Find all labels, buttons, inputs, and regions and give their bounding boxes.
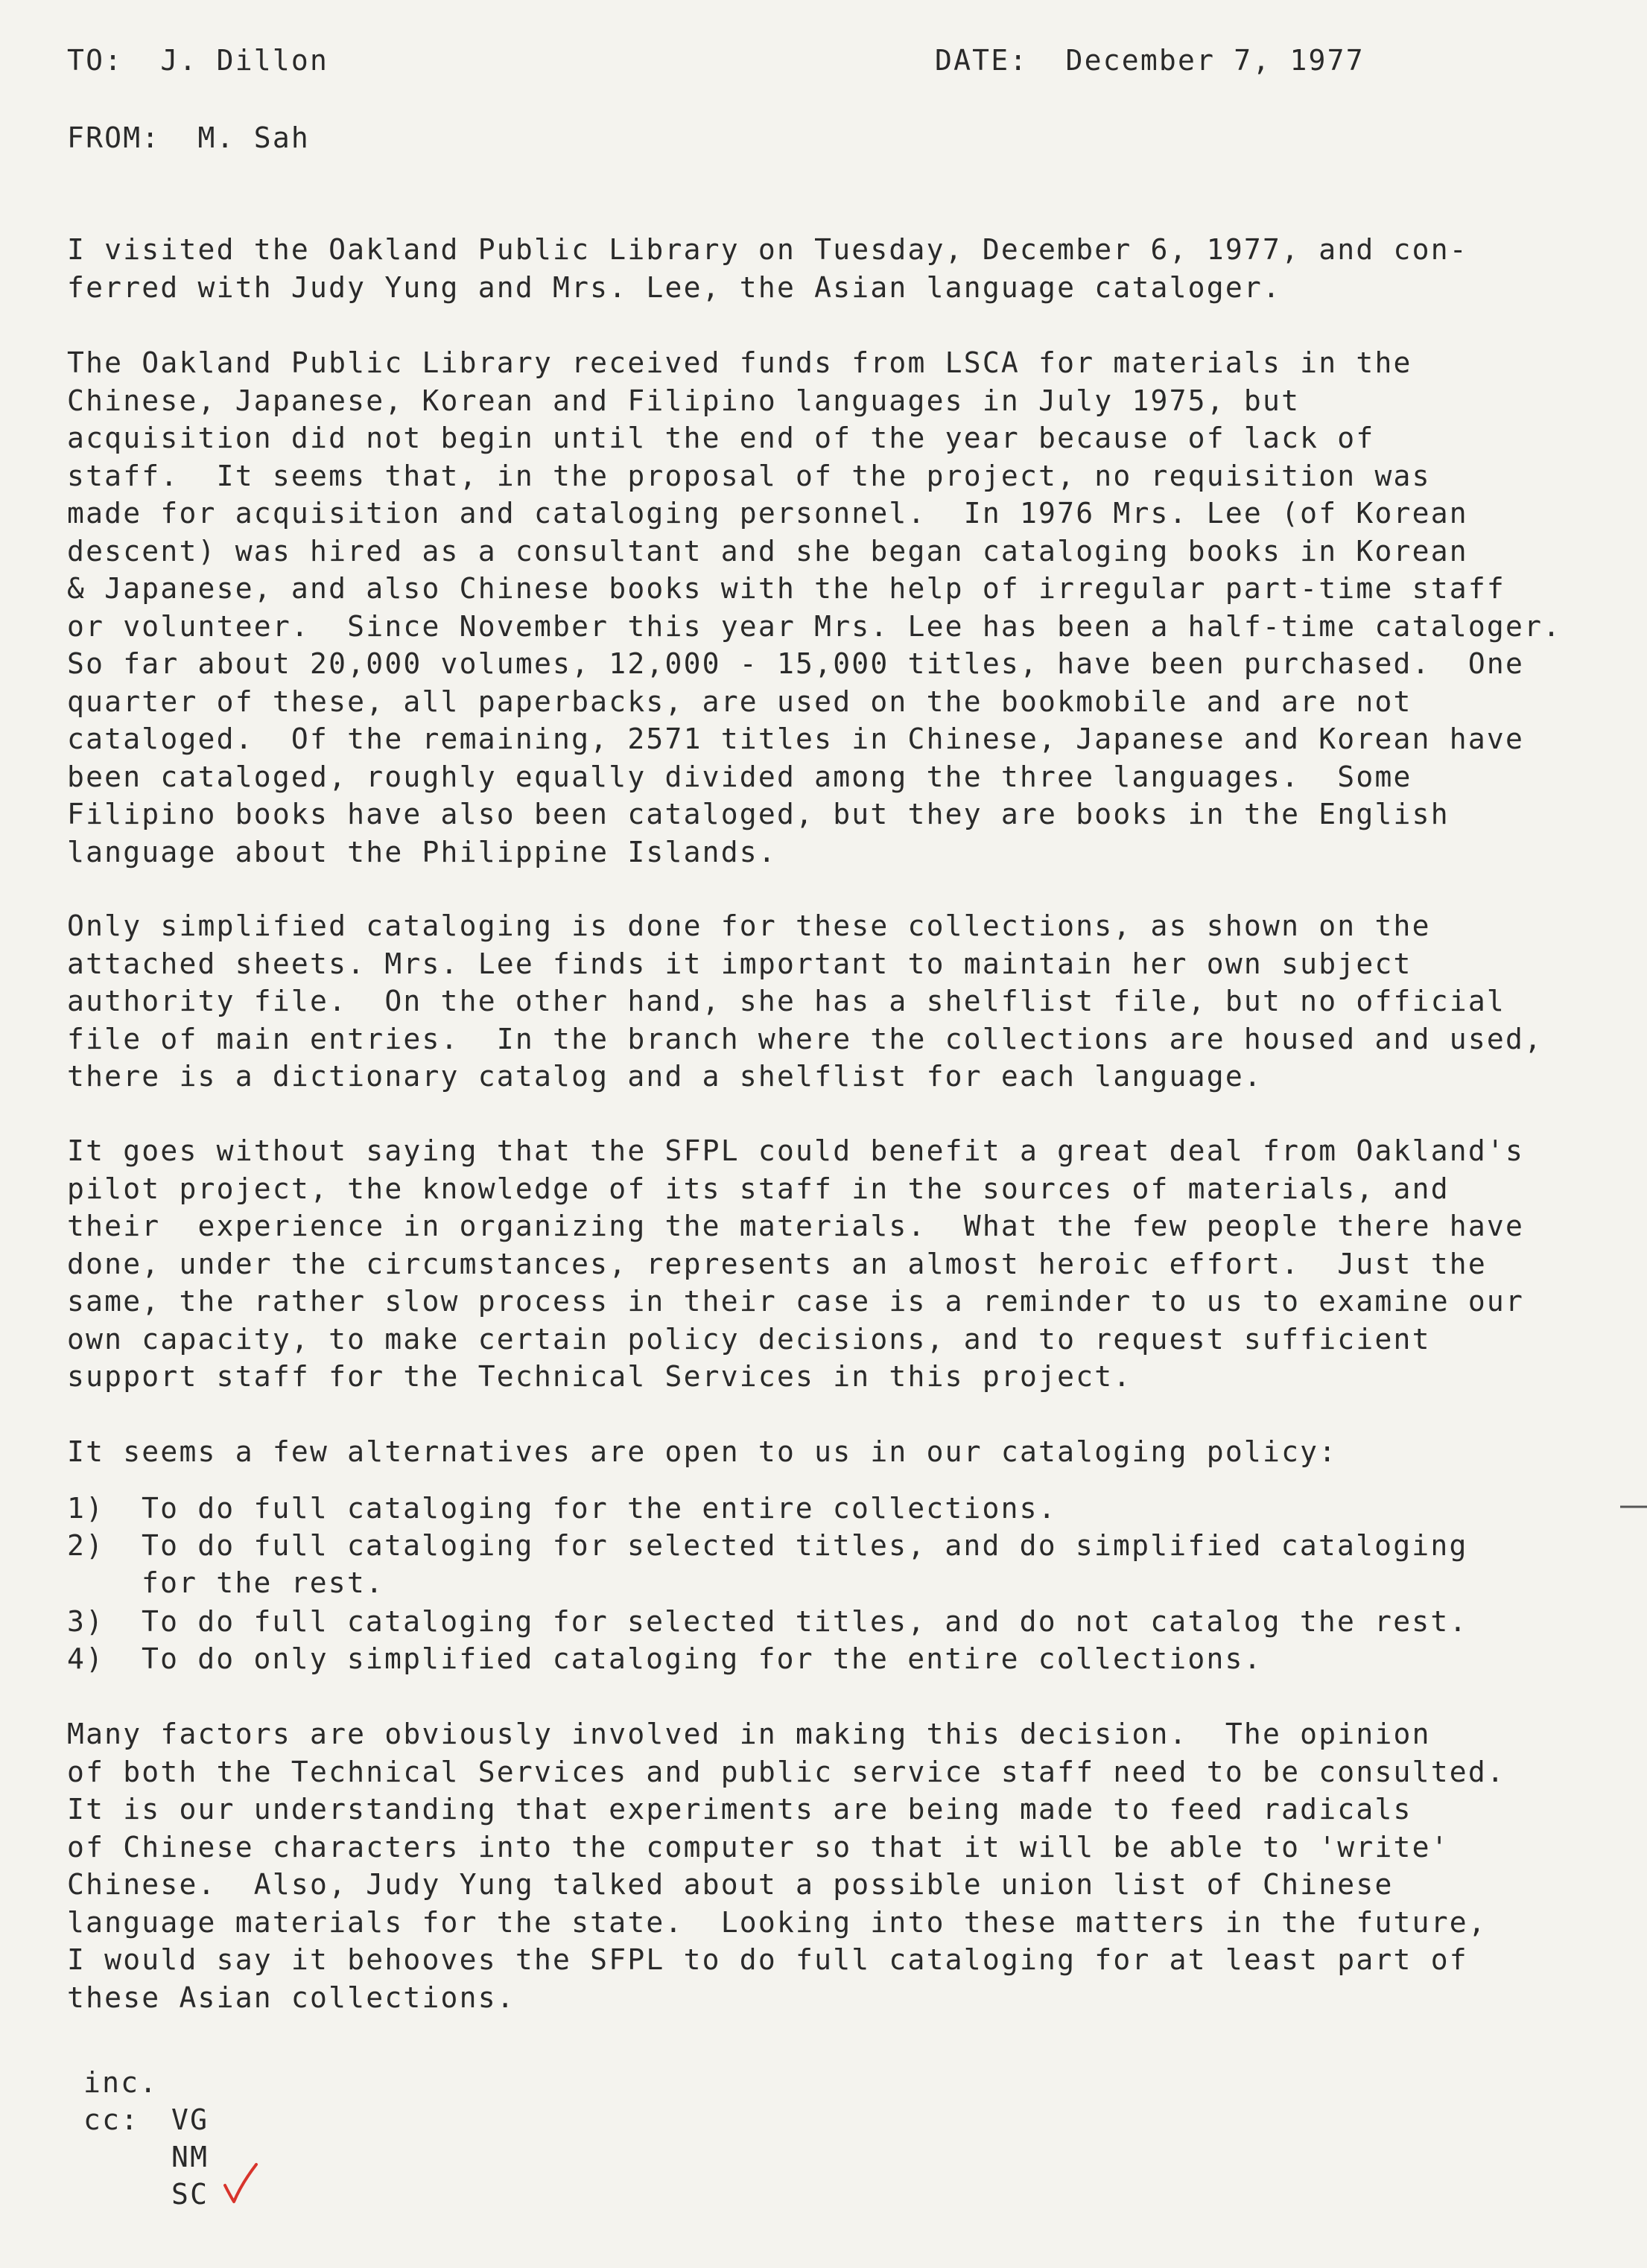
paragraph-line: language about the Philippine Islands. <box>67 835 777 868</box>
paragraph-line: Many factors are obviously involved in making this decision. The opinion <box>67 1718 1431 1750</box>
paragraph-line: language materials for the state. Looking into these matters in the future, <box>67 1905 1487 1939</box>
paragraph-line: cataloged. Of the remaining, 2571 titles in Chinese, Japanese and Korean have <box>67 722 1525 755</box>
paragraph-line: support staff for the Technical Services in this project. <box>67 1360 1132 1393</box>
alternative-item-1 <box>67 1490 1057 1528</box>
paragraph-line: It is our understanding that experiments are being made to feed radicals <box>67 1793 1412 1826</box>
paragraph-line: staff. It seems that, in the proposal of the project, no requisition was <box>67 459 1431 492</box>
alternative-item-4 <box>67 1640 1263 1678</box>
alternative-number: 1) <box>67 1492 105 1525</box>
paragraph-line: there is a dictionary catalog and a shelflist for each language. <box>67 1060 1263 1093</box>
paragraph-line: same, the rather slow process in their case is a reminder to us to examine our <box>67 1285 1525 1318</box>
paragraph-line: or volunteer. Since November this year Mrs. Lee has been a half-time cataloger. <box>67 609 1562 643</box>
to-line <box>67 42 329 80</box>
paragraph-line: file of main entries. In the branch where the collections are housed and used, <box>67 1022 1543 1055</box>
alternative-text: To do full cataloging for the entire collections. <box>142 1492 1057 1525</box>
paragraph-line: & Japanese, and also Chinese books with the help of irregular part-time staff <box>67 572 1506 605</box>
enclosure-note: inc. <box>83 2066 159 2099</box>
paragraph-line: ferred with Judy Yung and Mrs. Lee, the Asian language cataloger. <box>67 270 1282 304</box>
from-line <box>67 119 310 157</box>
alternative-number: 4) <box>67 1642 105 1675</box>
paragraph-line: made for acquisition and cataloging personnel. In 1976 Mrs. Lee (of Korean <box>67 497 1468 530</box>
paragraph-line: I would say it behooves the SFPL to do full cataloging for at least part of <box>67 1943 1468 1976</box>
paragraph-line: Chinese. Also, Judy Yung talked about a possible union list of Chinese <box>67 1868 1394 1901</box>
paragraph-line: done, under the circumstances, represents an almost heroic effort. Just the <box>67 1247 1487 1280</box>
date-value: December 7, 1977 <box>1065 44 1365 77</box>
from-value: M. Sah <box>197 121 311 154</box>
alternative-number: 3) <box>67 1605 105 1638</box>
paragraph-line: own capacity, to make certain policy decisions, and to request sufficient <box>67 1322 1431 1356</box>
paragraph-visit <box>67 231 1616 306</box>
to-label: TO: <box>67 44 124 77</box>
paragraph-line: authority file. On the other hand, she has a shelflist file, but no official <box>67 985 1506 1017</box>
paragraph-line: Filipino books have also been cataloged, but they are books in the English <box>67 798 1450 830</box>
alternative-item-3 <box>67 1603 1468 1641</box>
alternative-item-2-continued <box>67 1564 384 1602</box>
paragraph-line: It seems a few alternatives are open to us in our cataloging policy: <box>67 1435 1338 1468</box>
paragraph-line: been cataloged, roughly equally divided among the three languages. Some <box>67 760 1412 793</box>
paragraph-recommendation <box>67 1715 1616 2016</box>
paragraph-alternatives-intro <box>67 1433 1616 1471</box>
alternative-text: for the rest. <box>142 1566 385 1599</box>
alternative-text: To do only simplified cataloging for the entire collections. <box>142 1642 1263 1675</box>
paragraph-line: pilot project, the knowledge of its staff in the sources of materials, and <box>67 1172 1450 1205</box>
from-label: FROM: <box>67 121 161 154</box>
alternative-text: To do full cataloging for selected titles, and do simplified cataloging <box>142 1529 1468 1562</box>
paragraph-line: these Asian collections. <box>67 1980 515 2014</box>
cc-recipient-nm: NM <box>171 2141 209 2173</box>
paragraph-line: Only simplified cataloging is done for these collections, as shown on the <box>67 909 1431 942</box>
paragraph-line: their experience in organizing the materials. What the few people there have <box>67 1210 1525 1242</box>
red-check-icon <box>222 2161 259 2206</box>
paragraph-line: quarter of these, all paperbacks, are used on the bookmobile and are not <box>67 684 1412 718</box>
paragraph-sfpl-benefit <box>67 1132 1616 1396</box>
paragraph-line: So far about 20,000 volumes, 12,000 - 15,000 titles, have been purchased. One <box>67 647 1525 680</box>
date-line <box>935 42 1365 80</box>
cc-recipient-sc: SC <box>171 2178 209 2211</box>
paragraph-line: The Oakland Public Library received funds from LSCA for materials in the <box>67 346 1412 379</box>
date-label: DATE: <box>935 44 1029 77</box>
paragraph-line: Chinese, Japanese, Korean and Filipino languages in July 1975, but <box>67 384 1301 417</box>
paragraph-line: of both the Technical Services and public service staff need to be consulted. <box>67 1755 1506 1788</box>
paragraph-line: It goes without saying that the SFPL could benefit a great deal from Oakland's <box>67 1134 1525 1167</box>
cc-label: cc: <box>83 2103 140 2136</box>
paragraph-line: descent) was hired as a consultant and she began cataloging books in Korean <box>67 534 1468 568</box>
alternative-item-2 <box>67 1527 1468 1565</box>
paragraph-line: attached sheets. Mrs. Lee finds it important to maintain her own subject <box>67 947 1412 980</box>
alternative-number: 2) <box>67 1529 105 1562</box>
cc-recipient-vg: VG <box>171 2103 209 2136</box>
paragraph-line: I visited the Oakland Public Library on Tuesday, December 6, 1977, and con- <box>67 233 1468 266</box>
paragraph-funding <box>67 344 1616 871</box>
paragraph-simplified-cataloging <box>67 907 1616 1096</box>
paragraph-line: acquisition did not begin until the end of the year because of lack of <box>67 422 1375 454</box>
page-edge-mark <box>1620 1505 1647 1509</box>
to-value: J. Dillon <box>160 44 329 77</box>
paragraph-line: of Chinese characters into the computer so that it will be able to 'write' <box>67 1830 1450 1864</box>
alternative-text: To do full cataloging for selected titles, and do not catalog the rest. <box>142 1605 1468 1638</box>
